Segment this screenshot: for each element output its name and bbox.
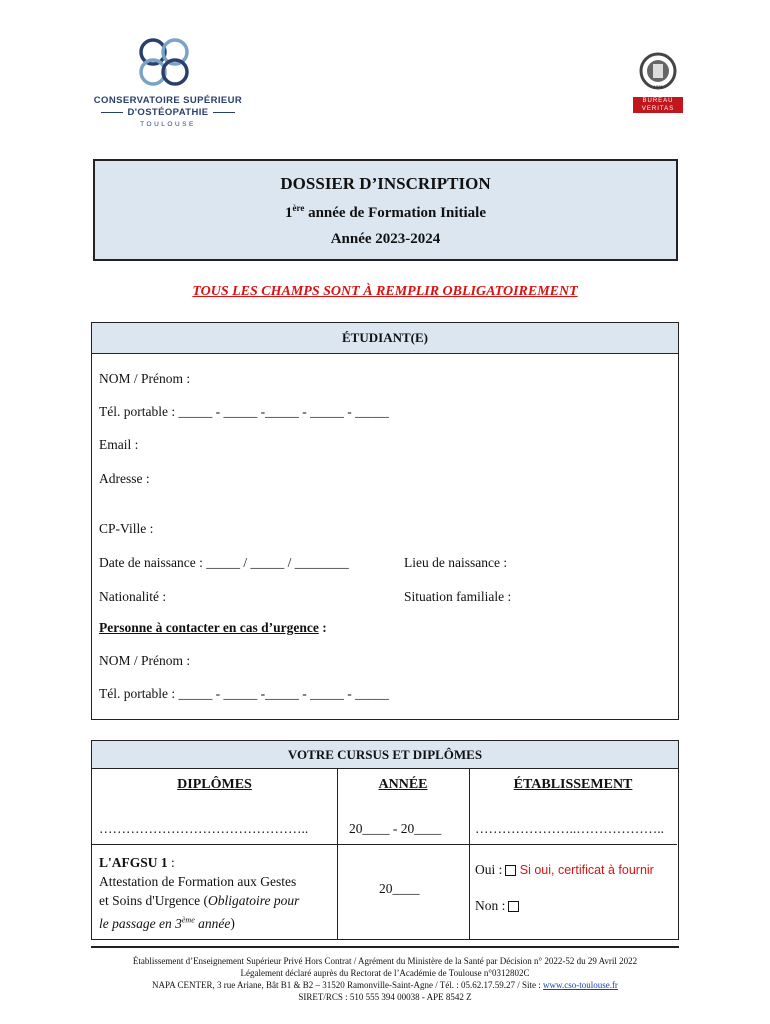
school-name: [88, 95, 248, 128]
footer: [0, 955, 770, 1003]
document-subtitle: 1ère année de Formation Initiale: [285, 203, 486, 221]
student-section: [91, 322, 679, 720]
bv-label2: VERITAS: [641, 106, 675, 112]
diploma-year-field[interactable]: 20____ - 20____: [349, 821, 442, 836]
emergency-contact-heading: Personne à contacter en cas d’urgence :: [99, 620, 327, 635]
family-status-field[interactable]: Situation familiale :: [404, 589, 512, 604]
footer-line2: Légalement déclaré auprès du Rectorat de l’Académie de Toulouse n°0312802C: [240, 968, 530, 978]
cursus-section: [91, 740, 679, 940]
afgsu-description: L'AFGSU 1 : Attestation de Formation aux Gestes et Soins d'Urgence (Obligatoire pour le passage en 3ème année): [99, 855, 300, 931]
column-year: ANNÉE: [378, 777, 428, 792]
yes-checkbox[interactable]: [505, 865, 516, 876]
email-field[interactable]: Email :: [99, 437, 139, 452]
mandatory-warning: TOUS LES CHAMPS SONT À REMPLIR OBLIGATOIREMENT: [192, 284, 578, 299]
website-link[interactable]: www.cso-toulouse.fr: [543, 980, 618, 990]
afgsu-year-field[interactable]: 20____: [379, 881, 420, 896]
bureau-veritas-logo: [633, 50, 683, 110]
cursus-section-title: VOTRE CURSUS ET DIPLÔMES: [92, 741, 678, 769]
column-school: ÉTABLISSEMENT: [513, 777, 633, 792]
emergency-phone-field[interactable]: Tél. portable : _____ - _____ -_____ - _____ - _____: [99, 686, 389, 701]
school-logo: [88, 34, 248, 94]
school-name-line1: CONSERVATOIRE SUPÉRIEUR: [93, 95, 243, 106]
svg-text:1828: 1828: [653, 84, 663, 89]
footer-line3: NAPA CENTER, 3 rue Ariane, Bât B1 & B2 – 31520 Ramonville-Saint-Agne / Tél. : 05.62.17.59.27 / Site : www.cso-toulouse.fr: [152, 980, 618, 990]
footer-line4: SIRET/RCS : 510 555 394 00038 - APE 8542 Z: [298, 992, 472, 1002]
footer-line1: Établissement d’Enseignement Supérieur Privé Hors Contrat / Agrément du Ministère de la Santé par Décision n° 2022-52 du 29 Avril 2022: [132, 956, 638, 966]
afgsu-no-option: Non :: [475, 898, 519, 914]
address-field[interactable]: Adresse :: [99, 471, 150, 486]
phone-field[interactable]: Tél. portable : _____ - _____ -_____ - _____ - _____: [99, 404, 389, 419]
no-checkbox[interactable]: [508, 901, 519, 912]
diploma-field[interactable]: ………………………………………..: [99, 821, 309, 836]
emergency-name-field[interactable]: NOM / Prénom :: [99, 653, 191, 668]
birth-date-field[interactable]: Date de naissance : _____ / _____ / ________: [99, 555, 349, 570]
student-section-title: ÉTUDIANT(E): [92, 323, 678, 354]
certificate-note: Si oui, certificat à fournir: [519, 863, 654, 877]
seal-icon: [633, 50, 683, 92]
column-diplomas: DIPLÔMES: [177, 777, 252, 792]
school-city: TOULOUSE: [140, 121, 196, 128]
nationality-field[interactable]: Nationalité :: [99, 589, 167, 604]
name-field[interactable]: NOM / Prénom :: [99, 371, 191, 386]
birth-place-field[interactable]: Lieu de naissance :: [404, 555, 508, 570]
city-field[interactable]: CP-Ville :: [99, 521, 154, 536]
bv-label1: BUREAU: [642, 98, 674, 104]
school-field[interactable]: …………………..………………..: [475, 821, 664, 836]
document-title: DOSSIER D’INSCRIPTION: [280, 174, 491, 193]
footer-divider: [91, 946, 679, 948]
afgsu-yes-option: Oui : Si oui, certificat à fournir: [475, 862, 654, 877]
document-header: [93, 159, 678, 261]
school-name-line2: D'OSTÉOPATHIE: [127, 107, 209, 118]
academic-year: Année 2023-2024: [330, 231, 441, 247]
